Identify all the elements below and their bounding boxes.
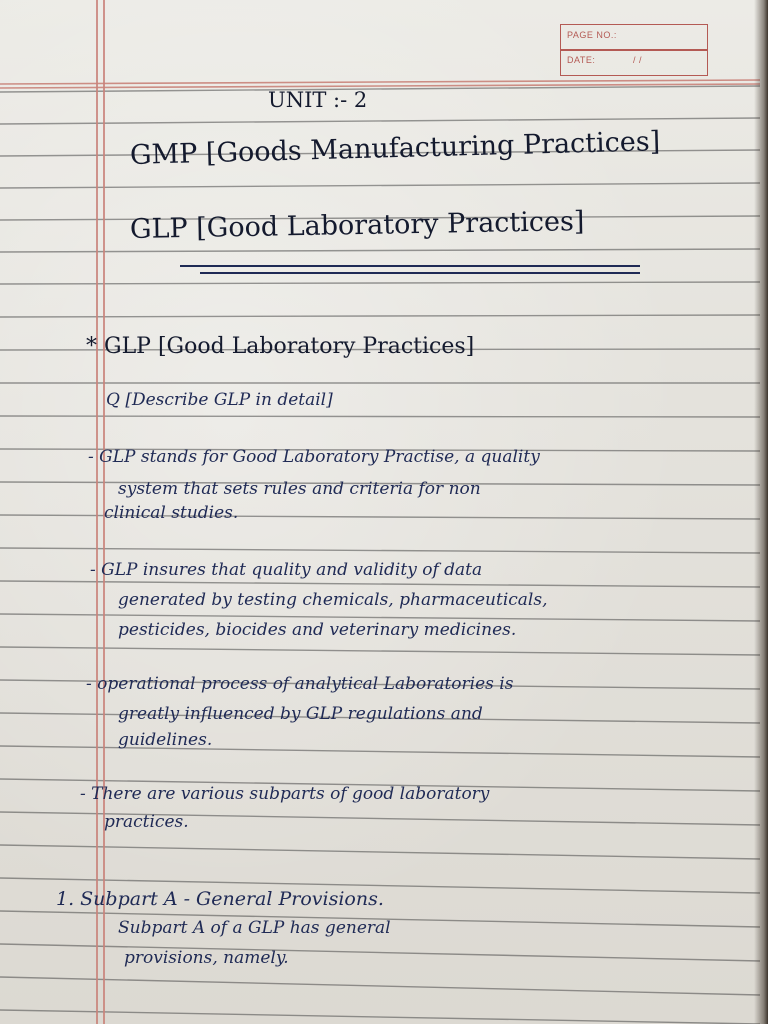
page-no-label: PAGE NO.:	[567, 30, 617, 40]
title-gmp: GMP [Goods Manufacturing Practices]	[129, 126, 661, 171]
title-underline-1	[180, 265, 640, 267]
date-label: DATE:	[567, 55, 596, 65]
subpart-line-2: provisions, namely.	[124, 948, 289, 968]
page-edge-shadow	[754, 0, 768, 1024]
margin-line-outer	[96, 0, 98, 1024]
point-3-line-1: - operational process of analytical Laboratories is	[86, 674, 514, 694]
point-2-line-1: - GLP insures that quality and validity of data	[90, 560, 483, 580]
point-1-line-3: clinical studies.	[104, 503, 239, 523]
question-line: Q [Describe GLP in detail]	[106, 390, 333, 410]
point-3-line-3: guidelines.	[118, 730, 213, 750]
section-heading: * GLP [Good Laboratory Practices]	[86, 334, 475, 359]
box-divider	[561, 49, 707, 51]
point-3-line-2: greatly influenced by GLP regulations and	[118, 704, 483, 724]
date-value: / /	[633, 55, 643, 65]
point-4-line-2: practices.	[104, 812, 189, 832]
subpart-heading: 1. Subpart A - General Provisions.	[56, 888, 384, 910]
point-1-line-1: - GLP stands for Good Laboratory Practise, a quality	[88, 447, 540, 467]
point-1-line-2: system that sets rules and criteria for non	[118, 479, 481, 499]
title-underline-2	[200, 272, 640, 274]
point-2-line-2: generated by testing chemicals, pharmaceuticals,	[118, 590, 548, 610]
title-glp: GLP [Good Laboratory Practices]	[129, 206, 585, 245]
point-4-line-1: - There are various subparts of good laboratory	[80, 784, 490, 804]
point-2-line-3: pesticides, biocides and veterinary medicines.	[118, 620, 517, 640]
unit-heading: UNIT :- 2	[268, 88, 368, 112]
subpart-line-1: Subpart A of a GLP has general	[118, 918, 391, 938]
page-date-box	[560, 24, 708, 76]
